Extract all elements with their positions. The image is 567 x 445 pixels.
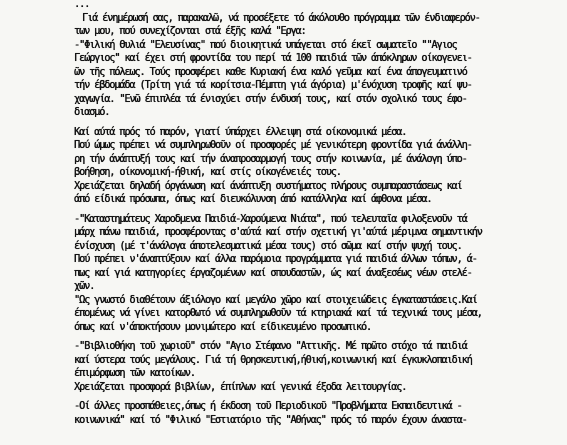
text-line: μάρχ πάνω παιδιά, προσφέροντας σ'αύτά καί στήν σχετική γι'αύτά μέριμνα σημαντικήν [74,227,482,238]
text-line: "Ως γνωστό διαθέτουν άξιόλογο καί μεγάλο χῶρο καί στοιχειώδεις έγκαταστάσεις.Καί [74,294,477,306]
text-line: έπομένως νά γίνει κατορθωτό νά συμπληρωθοῦν τά κτηριακά καί τά τεχνικά τους μέσα, [74,308,482,319]
text-line: βοήθηση, οίκονομική-ήθική, καί στίς οίκογένειές τους. [74,167,341,178]
text-line: κοινωνικά" καί τό "Φιλικό "Εστιατόριο τῆς "Αθήνας" πρός τό παρόν έχουν άναστα- [74,414,467,426]
text-line: των μου, πού συνεχίζονται στά έξῆς καλά "Εργα: [74,26,306,37]
text-line: Καί αύτά πρός τό παρόν, γιατί ύπάρχει έλλειψη στά οίκονομικά μέσα. [74,126,407,138]
text-line: ρη τήν άνάπτυξή τους καί τήν άναπροσαρμογή τους στήν κοινωνία, μέ άνάλογη ύπο- [74,153,467,165]
text-line: ῶν τῆς πόλεως. Τούς προσφέρει καθε Κυριακή ένα καλό γεῦμα καί ένα άπογευματινό [74,66,467,78]
text-line: όπως καί ν'άποκτήσουν μονιμώτερο καί είδικευμένο προσωπικό. [74,321,371,333]
text-line: Χρειάζεται προσφορά βιβλίων, έπίπλων καί γενικά έξοδα λειτουργίας. [74,381,407,393]
text-line: -"Καταστημάτευς Χαροδμενα Παιδιά-Χαρούμενα Νιάτα", πού τελευταῖα φιλοξενοῦν τά [74,213,467,225]
text-line: διασμό. [74,107,110,118]
text-line: ένίσχυση (μέ τ'άνάλογα άποτελεσματικά μέσα τους) στό σῶμα καί στήν ψυχή τους. [74,240,462,252]
text-line: -"Βιβλιοθήκη τοῦ χωριοῦ" στόν "Αγιο Στέφανο "Αττικῆς. Μέ πρῶτο στόχο τά παιδιά [74,341,467,352]
text-line: Πού πρέπει ν'άναπτύξουν καί άλλα παρόμοια προγράμματα γιά παιδιά άλλων τόπων, ά- [74,254,477,265]
text-line: Χρειάζεται δηλαδή όργάνωση καί άνάπτυξη συστήματος πλήρους συμπαραστάσεως καί [74,180,462,192]
text-line: άπό είδικά πρόσωπα, όπως καί διευκόλυνση άπό κατάλληλα καί άφθονα μέσα. [74,194,432,205]
text-line: τήν έβδομάδα (Τρίτη γιά τά κορίτσια-Πέμπτη γιά άγόρια) μ'ένόχυση τροφῆς καί ψυ- [74,80,472,91]
text-line: Πού ώμως πρέπει νά συμπληρωθοῦν οί προσφορές μέ γενικότερη φροντίδα γιά άνάλλη- [74,140,472,151]
text-line: Γιά ένημέρωσή σας, παρακαλῶ, νά προσέξετε τό άκόλουθο πρόγραμμα τῶν ένδιαφερόν- [82,12,480,24]
text-line: -"Φιλική Θυλιά "Ελευσίνας" πού διοικητικά υπάγεται στό έκεῖ σωματεῖο ""Αγιος [74,39,457,51]
text-line: Γεώργιος" καί έχει στή φροντίδα του περί τά 100 παιδιά τῶν άπόκληρων οίκογενει- [74,53,472,64]
text-line: ... [74,0,90,10]
text-line: χαγωγία. "Ενῶ έπιπλέα τά ένισχύει στήν ένδυσή τους, καί στόν σχολικό τους έφο- [74,93,467,105]
text-line: καί ύστερα τούς μεγάλους. Γιά τή θρησκευτική,ήθική,κοινωνική καί έγκυκλοπαιδική [74,354,472,366]
text-line: χῶν. [74,281,95,292]
text-line: πως καί γιά κατηγορίες έργαζομένων καί σπουδαστῶν, ώς καί άναξεσέως νέων στελέ- [74,267,472,279]
text-line: έπιμόρφωση τῶν κατοίκων. [74,368,195,379]
typewritten-letter-body [74,0,554,427]
text-line: -Οί άλλες προσπάθειες,όπως ή έκδοση τοῦ Περιοδικοῦ "Προβλήματα Εκπαιδευτικά - [74,401,462,412]
